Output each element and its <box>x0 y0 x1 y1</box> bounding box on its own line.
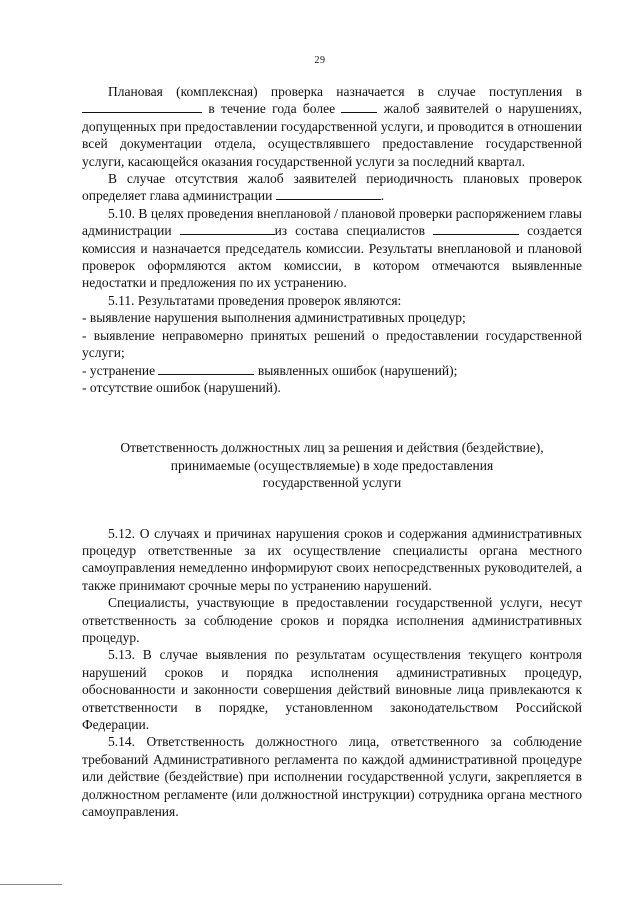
page-number: 29 <box>314 55 326 66</box>
list-item: - отсутствие ошибок (нарушений). <box>82 379 281 395</box>
paragraph-specialists: Специалисты, участвующие в предоставлении государственной услуги, несут ответственность за соблюдение сроков и порядка исполнения административных процедур. <box>82 595 582 645</box>
blank-line <box>341 101 377 113</box>
paragraph-5-13: 5.13. В случае выявления по результатам осуществления текущего контроля нарушений сроков и порядка исполнения административных процедур, обоснованности и законности совершения действий виновные лица привлекаются к ответственности в порядке, установленном законодательством Российской Федерации. <box>82 647 582 732</box>
blank-line <box>82 101 202 113</box>
document-body <box>82 83 582 820</box>
list-item: - устранение выявленных ошибок (нарушений); <box>82 362 458 378</box>
blank-line <box>158 363 254 375</box>
blank-line <box>433 223 519 235</box>
list-item: - выявление неправомерно принятых решений о предоставлении государственной услуги; <box>82 327 582 361</box>
paragraph-5-11: 5.11. Результатами проведения проверок являются: <box>108 292 402 308</box>
paragraph-5-10: 5.10. В целях проведения внеплановой / плановой проверки распоряжением главы администрации из состава специалистов создается комиссия и назначается председатель комиссии. Результаты внеплановой и плановой проверок оформляются актом комиссии, в котором отмечаются выявленные недостатки и предложения по их устранению. <box>82 205 583 291</box>
list-item: - выявление нарушения выполнения административных процедур; <box>82 310 466 326</box>
section-heading: Ответственность должностных лиц за решения и действия (бездействие), принимаемые (осуществляемые) в ходе предоставления государственной услуги <box>120 440 544 491</box>
paragraph-5-12: 5.12. О случаях и причинах нарушения сроков и содержания административных процедур ответственные за их осуществление специалисты органа местного самоуправления немедленно информируют своих непосредственных руководителей, а также принимают срочные меры по устранению нарушений. <box>82 525 582 593</box>
blank-line <box>276 188 381 200</box>
blank-line <box>180 223 275 235</box>
paragraph-no-complaints: В случае отсутствия жалоб заявителей периодичность плановых проверок определяет глава администрации . <box>82 171 582 204</box>
paragraph-planned-inspection: Плановая (комплексная) проверка назначается в случае поступления в в течение года более жалоб заявителей о нарушениях, допущенных при предоставлении государственной услуги, и проводится в отношении всей документации отдела, осуществлявшего предоставление государственной услуги, касающейся оказания государственной услуги за последний квартал. <box>82 84 583 169</box>
paragraph-5-14: 5.14. Ответственность должностного лица, ответственного за соблюдение требований Административного регламента по каждой административной процедуре или действие (бездействие) при исполнении государственной услуги, закрепляется в должностном регламенте (или должностной инструкции) сотрудника органа местного самоуправления. <box>82 734 582 820</box>
footnote-separator <box>0 884 62 885</box>
